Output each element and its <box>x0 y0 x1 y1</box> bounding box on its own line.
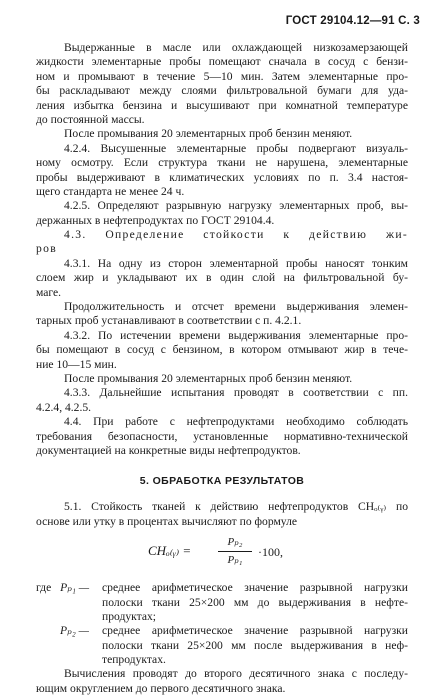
formula-multiplier: ·100, <box>258 545 283 560</box>
document-body <box>36 41 408 696</box>
section-title: 5. ОБРАБОТКА РЕЗУЛЬТАТОВ <box>139 475 305 488</box>
formula <box>36 535 408 575</box>
where-label: где <box>36 581 52 595</box>
text-line: ном и промывают в течение 5—10 мин. Затем элементарные про- <box>36 69 408 83</box>
paragraph <box>36 257 408 300</box>
text-line: жидкости элементарные пробы помещают сначала в сосуд с бензи- <box>36 55 408 69</box>
definition-description <box>102 581 408 624</box>
text-line: ному осмотру. Если структура ткани не нарушена, элементарные <box>36 156 408 170</box>
text-line: бы помещают в сосуд с бензином, в котором отмывают жир в тече- <box>36 343 408 357</box>
text-line: ления избытка бензина и высушивают при комнатной температуре <box>36 98 408 112</box>
definition-item <box>36 581 408 624</box>
text-line: 4.3.3. Дальнейшие испытания проводят в соответствии с пп. <box>64 386 408 400</box>
text-line: тепродуктах. <box>102 653 166 667</box>
text-line: тарных проб устанавливают в соответствии с п. 4.2.1. <box>36 314 302 328</box>
paragraph <box>36 329 408 372</box>
text-line: Выдержанные в масле или охлаждающей низкозамерзающей <box>64 41 408 54</box>
paragraph <box>36 142 408 200</box>
paragraph <box>36 386 408 415</box>
text-line: до постоянной массы. <box>36 112 145 126</box>
definition-item <box>36 624 408 667</box>
page-header: ГОСТ 29104.12—91 С. 3 <box>285 15 420 27</box>
paragraph <box>36 127 408 141</box>
text-line: щего стандарта не менее 24 ч. <box>36 184 185 198</box>
formula-fraction <box>218 535 252 567</box>
text-line: 4.2.4, 4.2.5. <box>36 400 92 414</box>
paragraph <box>36 199 408 228</box>
text-line: основе или утку в процентах вычисляют по формуле <box>36 514 298 528</box>
text-line: среднее арифметическое значение разрывной нагрузки <box>102 581 408 595</box>
term-symbol: Pₚ₁ — <box>60 581 90 595</box>
text-line: 4.2.5. Определяют разрывную нагрузку элементарных проб, вы- <box>64 199 408 213</box>
text-line: документацией на конкретные виды нефтепродуктов. <box>36 443 301 457</box>
text-line: полоски ткани 25×200 мм после выдерживания в неф- <box>102 638 408 652</box>
text-line: держанных в нефтепродуктах по ГОСТ 29104.4. <box>36 213 275 227</box>
text-line: Продолжительность и отсчет времени выдерживания элемен- <box>64 300 408 314</box>
paragraph <box>36 300 408 329</box>
subsection-heading <box>36 228 408 257</box>
formula-numerator: Pₚ₂ <box>218 535 252 551</box>
paragraph <box>36 500 408 529</box>
paragraph <box>36 667 408 696</box>
text-line: слоем жир и укладывают их в один слой на фильтровальной бу- <box>36 271 408 285</box>
text-line: ние 10—15 мин. <box>36 357 117 371</box>
text-line: 4.3.2. По истечении времени выдерживания элементарные про- <box>64 328 408 342</box>
paragraph <box>36 372 408 386</box>
text-line: маге. <box>36 285 62 299</box>
paragraph <box>36 41 408 127</box>
text-line: После промывания 20 элементарных проб бензин меняют. <box>64 371 353 385</box>
text-line: 4.3. Определение стойкости к действию жи- <box>64 228 408 242</box>
text-line: требования безопасности, установленные нормативно-технической <box>36 429 408 443</box>
definition-description <box>102 624 408 667</box>
term-symbol: Pₚ₂ — <box>60 624 89 638</box>
text-line: пробы выдерживают в климатических условиях по п. 3.4 настоя- <box>36 170 408 184</box>
text-line: Вычисления проводят до второго десятичного знака с последу- <box>64 667 408 681</box>
definition-term <box>60 624 89 638</box>
text-line: 4.3.1. На одну из сторон элементарной пробы наносят тонким <box>64 256 408 270</box>
formula-denominator: Pₚ₁ <box>227 553 243 566</box>
text-line: ющим округлением до первого десятичного знака. <box>36 681 286 695</box>
text-line: полоски ткани 25×200 мм до выдерживания в нефте- <box>102 595 408 609</box>
text-line: продуктах; <box>102 609 157 623</box>
text-line: ров <box>36 242 57 256</box>
text-line: бы раскладывают между слоями фильтровальной бумаги для уда- <box>36 84 408 98</box>
text-line: 4.4. При работе с нефтепродуктами необходимо соблюдать <box>64 415 408 429</box>
text-line: После промывания 20 элементарных проб бензин меняют. <box>64 127 353 141</box>
text-line: 4.2.4. Высушенные элементарные пробы подвергают визуаль- <box>64 141 408 155</box>
definition-term <box>36 581 89 595</box>
formula-lhs: CHₒ₍ᵧ₎ = <box>148 543 192 559</box>
text-line: 5.1. Стойкость тканей к действию нефтепродуктов CHₒ₍ᵧ₎ по <box>64 500 408 514</box>
paragraph <box>36 415 408 458</box>
text-line: среднее арифметическое значение разрывной нагрузки <box>102 624 408 638</box>
